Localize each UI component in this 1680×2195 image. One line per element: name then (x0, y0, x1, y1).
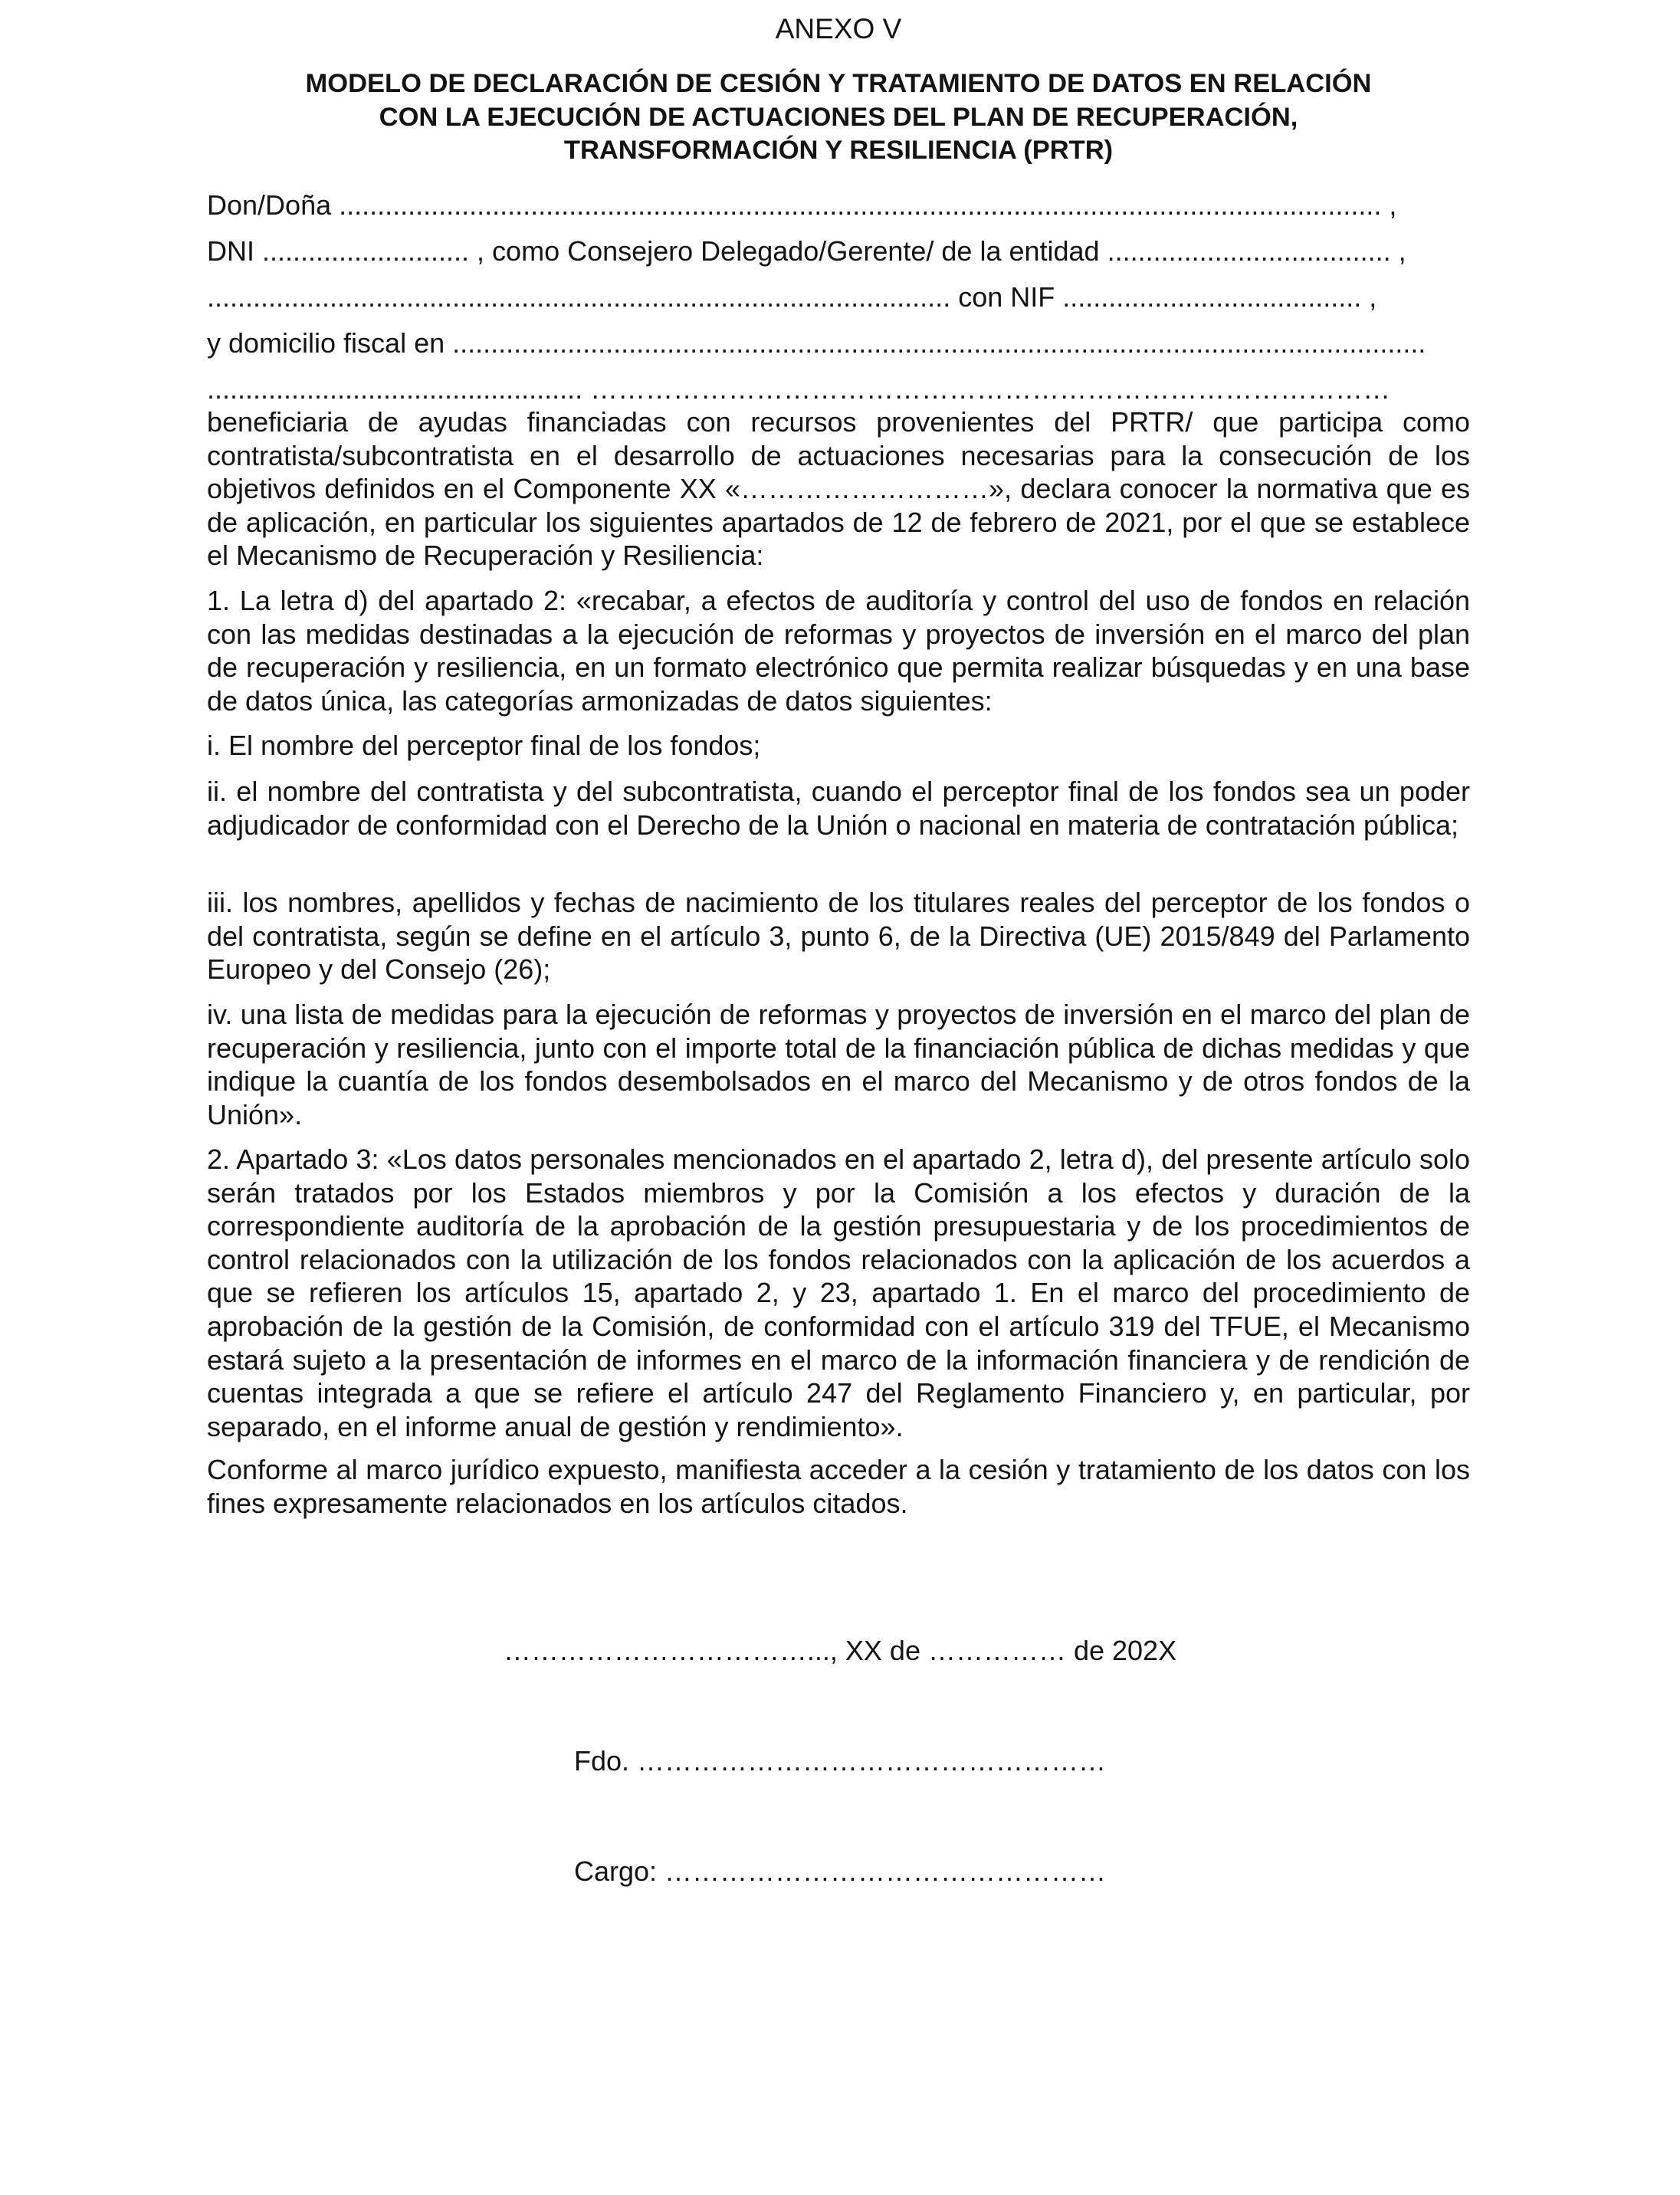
title-line-1: MODELO DE DECLARACIÓN DE CESIÓN Y TRATAMIENTO DE DATOS EN RELACIÓN (305, 69, 1372, 98)
item-2-paragraph: 2. Apartado 3: «Los datos personales mencionados en el apartado 2, letra d), del presente artículo solo serán tratados por los Estados miembros y por la Comisión a los efectos y duración de la correspondiente auditoría de la aprobación de la gestión presupuestaria y de los procedimientos de control relacionados con la utilización de los fondos relacionados con la aplicación de los acuerdos a que se refieren los artículos 15, apartado 2, y 23, apartado 1. En el marco del procedimiento de aprobación de la gestión de la Comisión, de conformidad con el artículo 319 del TFUE, el Mecanismo estará sujeto a la presentación de informes en el marco de la información financiera y de rendición de cuentas integrada a que se refiere el artículo 247 del Reglamento Financiero y, en particular, por separado, en el informe anual de gestión y rendimiento». (207, 1143, 1470, 1442)
position-line: Cargo: ………………………………………… (573, 1855, 1107, 1887)
title-line-3: TRANSFORMACIÓN Y RESILIENCIA (PRTR) (563, 136, 1114, 165)
nif-field-line: ................................................................................................. con NIF ....................................... , (207, 281, 1377, 313)
address-continuation-line: ................................................. …………………………………………………………………………… (207, 373, 1391, 405)
sub-item-iv: iv. una lista de medidas para la ejecución de reformas y proyectos de inversión en el marco del plan de recuperación y resiliencia, junto con el importe total de la financiación pública de dichas medidas y que indique la cuantía de los fondos desembolsados en el marco del Mecanismo y de otros fondos de la Unión». (207, 999, 1470, 1130)
title-line-2: CON LA EJECUCIÓN DE ACTUACIONES DEL PLAN DE RECUPERACIÓN, (379, 102, 1298, 132)
sub-item-ii: ii. el nombre del contratista y del subcontratista, cuando el perceptor final de los fondos sea un poder adjudicador de conformidad con el Derecho de la Unión o nacional en materia de contratación pública; (207, 776, 1470, 841)
document-title (207, 67, 1470, 168)
conclusion-paragraph: Conforme al marco jurídico expuesto, manifiesta acceder a la cesión y tratamiento de los datos con los fines expresamente relacionados en los artículos citados. (207, 1454, 1470, 1519)
sub-item-iii: iii. los nombres, apellidos y fechas de nacimiento de los titulares reales del perceptor de los fondos o del contratista, según se define en el artículo 3, punto 6, de la Directiva (UE) 2015/849 del Parlamento Europeo y del Consejo (26); (207, 887, 1470, 986)
name-field-line: Don/Doña ........................................................................................................................................ , (207, 189, 1397, 221)
annex-title: ANEXO V (775, 13, 902, 44)
dni-entity-field-line: DNI ........................... , como Consejero Delegado/Gerente/ de la entidad ..................................... , (207, 235, 1406, 267)
signature-line: Fdo. …………………………………………… (573, 1745, 1107, 1777)
place-date-line: ……………………………..., XX de …………… de 202X (503, 1635, 1177, 1666)
item-1-paragraph: 1. La letra d) del apartado 2: «recabar, a efectos de auditoría y control del uso de fondos en relación con las medidas destinadas a la ejecución de reformas y proyectos de inversión en el marco del plan de recuperación y resiliencia, en un formato electrónico que permita realizar búsquedas y en una base de datos única, las categorías armonizadas de datos siguientes: (207, 585, 1470, 717)
sub-item-i: i. El nombre del perceptor final de los fondos; (207, 730, 761, 761)
fiscal-address-field-line: y domicilio fiscal en ............................................................................................................................... (207, 327, 1426, 359)
intro-paragraph: beneficiaria de ayudas financiadas con recursos provenientes del PRTR/ que participa como contratista/subcontratista en el desarrollo de actuaciones necesarias para la consecución de los objetivos definidos en el Componente XX «………………………», declara conocer la normativa que es de aplicación, en particular los siguientes apartados de 12 de febrero de 2021, por el que se establece el Mecanismo de Recuperación y Resiliencia: (207, 406, 1470, 572)
